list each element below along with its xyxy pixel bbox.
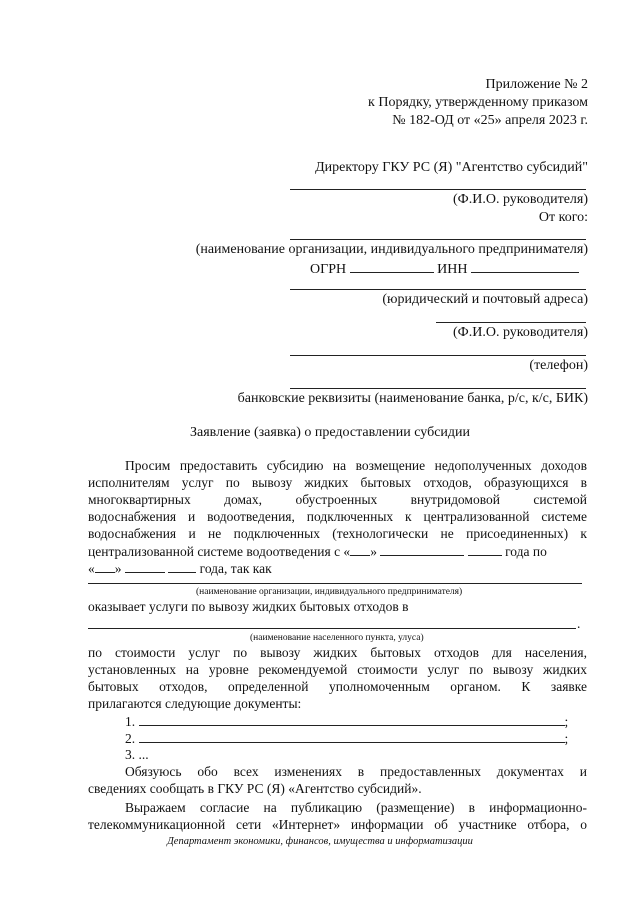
para2-line1: по стоимости услуг по вывозу жидких бытовых отходов для населения, xyxy=(88,645,587,660)
appendix-order-date: № 182-ОД от «25» апреля 2023 г. xyxy=(392,113,588,128)
address-line xyxy=(290,289,586,290)
settlement-fill-caption: (наименование населенного пункта, улуса) xyxy=(250,633,424,643)
para1-line5: водоснабжения и не подключенных (технологически не присоединенных) к xyxy=(88,526,587,541)
start-year-field xyxy=(468,543,502,556)
attachment-item-3: 3. ... xyxy=(125,747,149,762)
head-name-line xyxy=(290,189,586,190)
bank-caption: банковские реквизиты (наименование банка, р/с, к/с, БИК) xyxy=(237,391,588,406)
para2-line4: прилагаются следующие документы: xyxy=(88,696,302,711)
bank-line xyxy=(290,388,586,389)
para4-line2: телекоммуникационной сети «Интернет» информации об участнике отбора, о xyxy=(88,817,587,832)
settlement-end-dot: . xyxy=(577,616,581,631)
phone-caption: (телефон) xyxy=(529,358,588,373)
page-footer: Департамент экономики, финансов, имущества и информатизации xyxy=(167,836,473,847)
inn-field xyxy=(471,260,579,273)
ogrn-field xyxy=(350,260,434,273)
head-name-caption-2: (Ф.И.О. руководителя) xyxy=(453,325,588,340)
para2-line3: бытовых отходов, определенной уполномоченным органом. К заявке xyxy=(88,679,587,694)
para1-line3: многоквартирных домах, обустроенных внутридомовой системой xyxy=(88,492,587,507)
inn-label: ИНН xyxy=(437,262,468,277)
address-caption: (юридический и почтовый адреса) xyxy=(382,292,588,307)
org-name-line xyxy=(290,239,586,240)
para1-line6: централизованной системе водоотведения с « » года по xyxy=(88,544,547,559)
phone-line xyxy=(290,355,586,356)
para1-line1: Просим предоставить субсидию на возмещение недополученных доходов xyxy=(125,458,587,473)
end-day-field xyxy=(95,560,115,573)
para4-line1: Выражаем согласие на публикацию (размещение) в информационно- xyxy=(125,800,587,815)
settlement-fill-line xyxy=(88,628,576,629)
appendix-order-reference: к Порядку, утвержденному приказом xyxy=(368,95,588,110)
attachment-item-1: 1. ; xyxy=(125,714,569,729)
from-label: От кого: xyxy=(538,210,588,225)
document-title: Заявление (заявка) о предоставлении субсидии xyxy=(190,425,471,440)
attachment-item-2: 2. ; xyxy=(125,731,569,746)
attachment-2-field xyxy=(139,730,565,743)
para1-line7: « » года, так как xyxy=(88,561,272,576)
para1-line4: водоснабжения и водоотведения, подключенных к централизованной системе xyxy=(88,509,587,524)
org-name-fill-line xyxy=(88,583,582,584)
start-month-field xyxy=(380,543,464,556)
para3-line2: сведениях сообщать в ГКУ РС (Я) «Агентство субсидий». xyxy=(88,781,422,796)
end-month-field xyxy=(125,560,165,573)
head-name-caption: (Ф.И.О. руководителя) xyxy=(453,192,588,207)
para1-line2: исполнителям услуг по вывозу жидких бытовых отходов, образующихся в xyxy=(88,475,587,490)
end-year-field xyxy=(168,560,196,573)
para3-line1: Обязуюсь обо всех изменениях в предоставленных документах и xyxy=(125,764,587,779)
services-line: оказывает услуги по вывозу жидких бытовых отходов в xyxy=(88,599,409,614)
org-name-fill-caption: (наименование организации, индивидуального предпринимателя) xyxy=(196,587,463,597)
attachment-1-field xyxy=(139,713,565,726)
org-name-caption: (наименование организации, индивидуального предпринимателя) xyxy=(195,242,588,257)
para2-line2: установленных на уровне рекомендуемой стоимости услуг по вывозу жидких xyxy=(88,662,587,677)
head-name-line-2 xyxy=(436,322,586,323)
addressee-director: Директору ГКУ РС (Я) "Агентство субсидий" xyxy=(315,160,588,175)
ogrn-label: ОГРН xyxy=(310,262,347,277)
appendix-number: Приложение № 2 xyxy=(485,77,588,92)
ogrn-inn-row xyxy=(310,260,579,278)
start-day-field xyxy=(350,543,370,556)
